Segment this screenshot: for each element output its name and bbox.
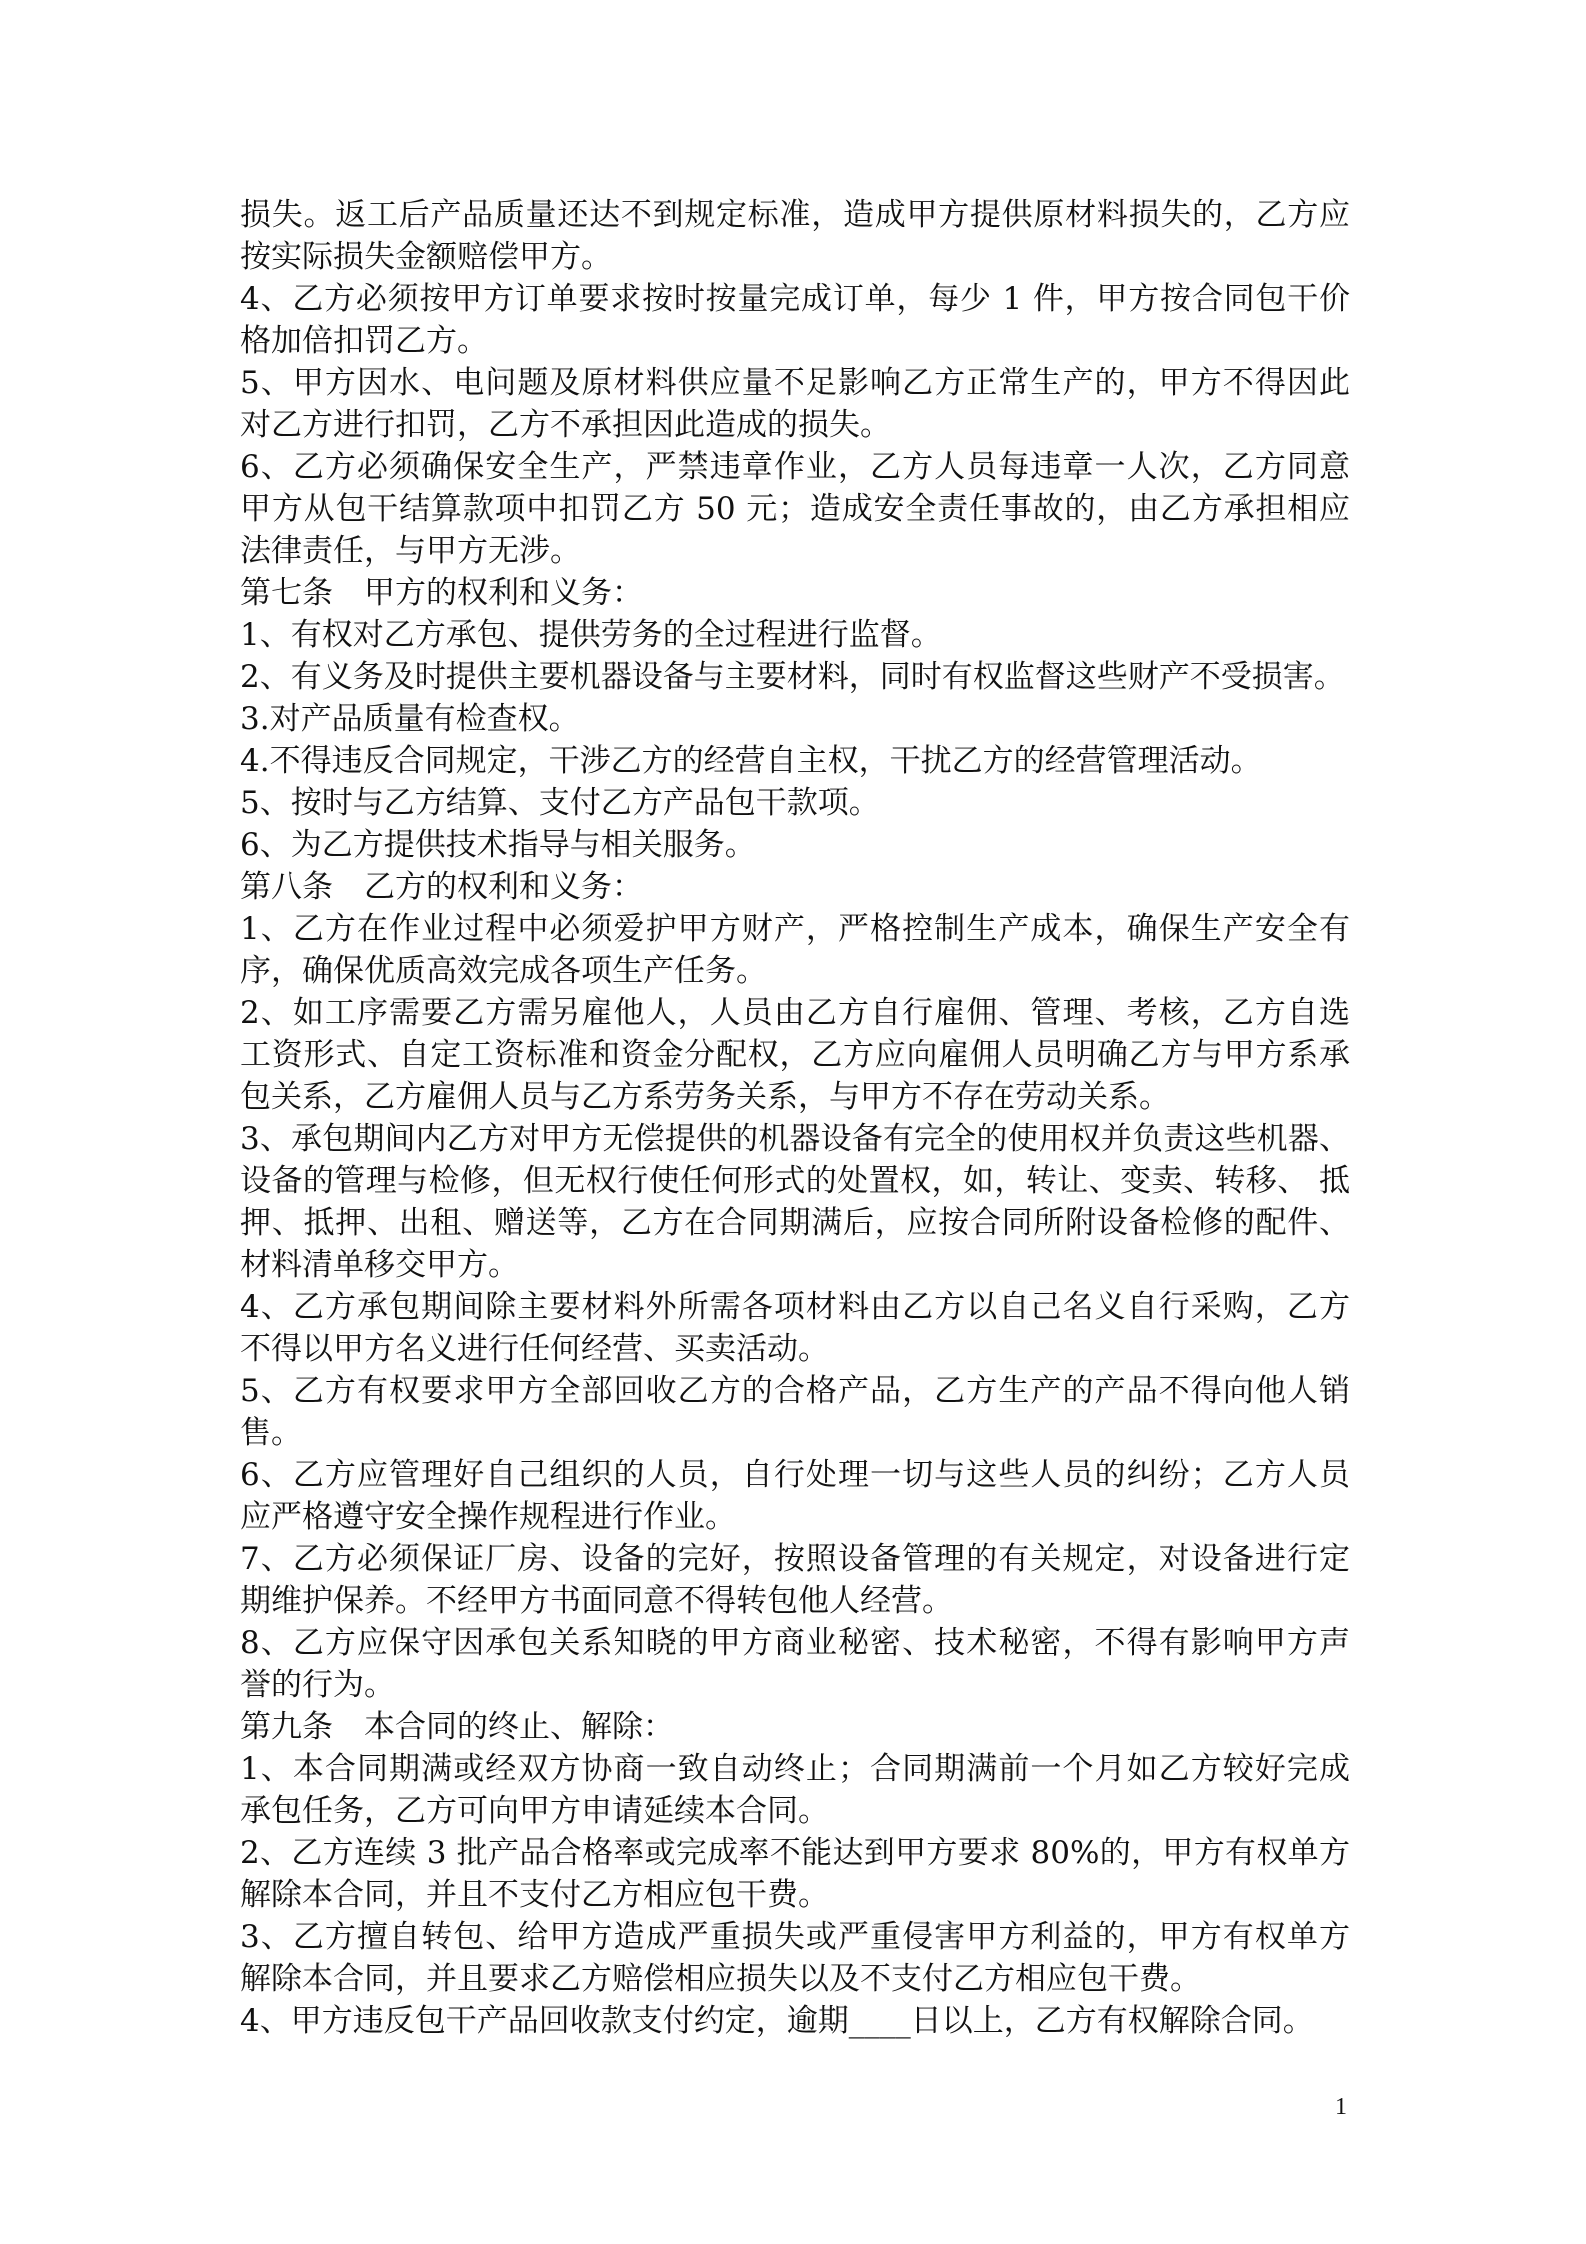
section-heading: 第七条 甲方的权利和义务： (240, 575, 643, 611)
text-line: 不得以甲方名义进行任何经营、买卖活动。 (240, 1331, 829, 1367)
text-line: 6、乙方应管理好自己组织的人员，自行处理一切与这些人员的纠纷；乙方人员 (240, 1457, 1350, 1493)
text-line: 5、按时与乙方结算、支付乙方产品包干款项。 (240, 785, 880, 821)
text-line: 应严格遵守安全操作规程进行作业。 (240, 1499, 736, 1535)
text-line: 按实际损失金额赔偿甲方。 (240, 239, 612, 275)
text-line: 解除本合同，并且不支付乙方相应包干费。 (240, 1877, 829, 1913)
section-heading: 第八条 乙方的权利和义务： (240, 869, 643, 905)
text-line: 3.对产品质量有检查权。 (240, 701, 580, 737)
text-line: 对乙方进行扣罚，乙方不承担因此造成的损失。 (240, 407, 891, 443)
text-line: 包关系，乙方雇佣人员与乙方系劳务关系，与甲方不存在劳动关系。 (240, 1079, 1170, 1115)
text-line: 设备的管理与检修，但无权行使任何形式的处置权，如，转让、变卖、转移、 抵 (240, 1163, 1350, 1199)
text-line: 法律责任，与甲方无涉。 (240, 533, 581, 569)
text-line: 3、承包期间内乙方对甲方无偿提供的机器设备有完全的使用权并负责这些机器、 (240, 1121, 1350, 1157)
text-line: 4、甲方违反包干产品回收款支付约定，逾期____日以上，乙方有权解除合同。 (240, 2003, 1314, 2039)
text-line: 8、乙方应保守因承包关系知晓的甲方商业秘密、技术秘密，不得有影响甲方声 (240, 1625, 1350, 1661)
text-line: 格加倍扣罚乙方。 (240, 323, 488, 359)
text-line: 期维护保养。不经甲方书面同意不得转包他人经营。 (240, 1583, 953, 1619)
text-line: 2、如工序需要乙方需另雇他人，人员由乙方自行雇佣、管理、考核，乙方自选 (240, 995, 1350, 1031)
text-line: 誉的行为。 (240, 1667, 395, 1703)
text-line: 序，确保优质高效完成各项生产任务。 (240, 953, 767, 989)
text-line: 材料清单移交甲方。 (240, 1247, 519, 1283)
text-line: 5、甲方因水、电问题及原材料供应量不足影响乙方正常生产的，甲方不得因此 (240, 365, 1350, 401)
text-line: 4、乙方承包期间除主要材料外所需各项材料由乙方以自己名义自行采购，乙方 (240, 1289, 1350, 1325)
text-line: 2、乙方连续 3 批产品合格率或完成率不能达到甲方要求 80%的，甲方有权单方 (240, 1835, 1350, 1871)
text-line: 1、本合同期满或经双方协商一致自动终止；合同期满前一个月如乙方较好完成 (240, 1751, 1350, 1787)
text-line: 押、抵押、出租、赠送等，乙方在合同期满后，应按合同所附设备检修的配件、 (240, 1205, 1350, 1241)
text-line: 6、乙方必须确保安全生产，严禁违章作业，乙方人员每违章一人次，乙方同意 (240, 449, 1350, 485)
text-line: 7、乙方必须保证厂房、设备的完好，按照设备管理的有关规定，对设备进行定 (240, 1541, 1350, 1577)
text-line: 1、有权对乙方承包、提供劳务的全过程进行监督。 (240, 617, 942, 653)
text-line: 5、乙方有权要求甲方全部回收乙方的合格产品，乙方生产的产品不得向他人销 (240, 1373, 1350, 1409)
document-body (240, 194, 1350, 2042)
text-line: 1、乙方在作业过程中必须爱护甲方财产，严格控制生产成本，确保生产安全有 (240, 911, 1350, 947)
page-number: 1 (1335, 2094, 1347, 2120)
text-line: 承包任务，乙方可向甲方申请延续本合同。 (240, 1793, 829, 1829)
text-line: 甲方从包干结算款项中扣罚乙方 50 元；造成安全责任事故的，由乙方承担相应 (240, 491, 1350, 527)
text-line: 售。 (240, 1415, 302, 1451)
text-line: 4、乙方必须按甲方订单要求按时按量完成订单，每少 1 件，甲方按合同包干价 (240, 281, 1350, 317)
text-line: 工资形式、自定工资标准和资金分配权，乙方应向雇佣人员明确乙方与甲方系承 (240, 1037, 1350, 1073)
text-line: 损失。返工后产品质量还达不到规定标准，造成甲方提供原材料损失的，乙方应 (240, 197, 1350, 233)
text-line: 4.不得违反合同规定，干涉乙方的经营自主权，干扰乙方的经营管理活动。 (240, 743, 1262, 779)
text-line: 解除本合同，并且要求乙方赔偿相应损失以及不支付乙方相应包干费。 (240, 1961, 1201, 1997)
section-heading: 第九条 本合同的终止、解除： (240, 1709, 674, 1745)
text-line: 3、乙方擅自转包、给甲方造成严重损失或严重侵害甲方利益的，甲方有权单方 (240, 1919, 1350, 1955)
text-line: 6、为乙方提供技术指导与相关服务。 (240, 827, 756, 863)
text-line: 2、有义务及时提供主要机器设备与主要材料，同时有权监督这些财产不受损害。 (240, 659, 1345, 695)
